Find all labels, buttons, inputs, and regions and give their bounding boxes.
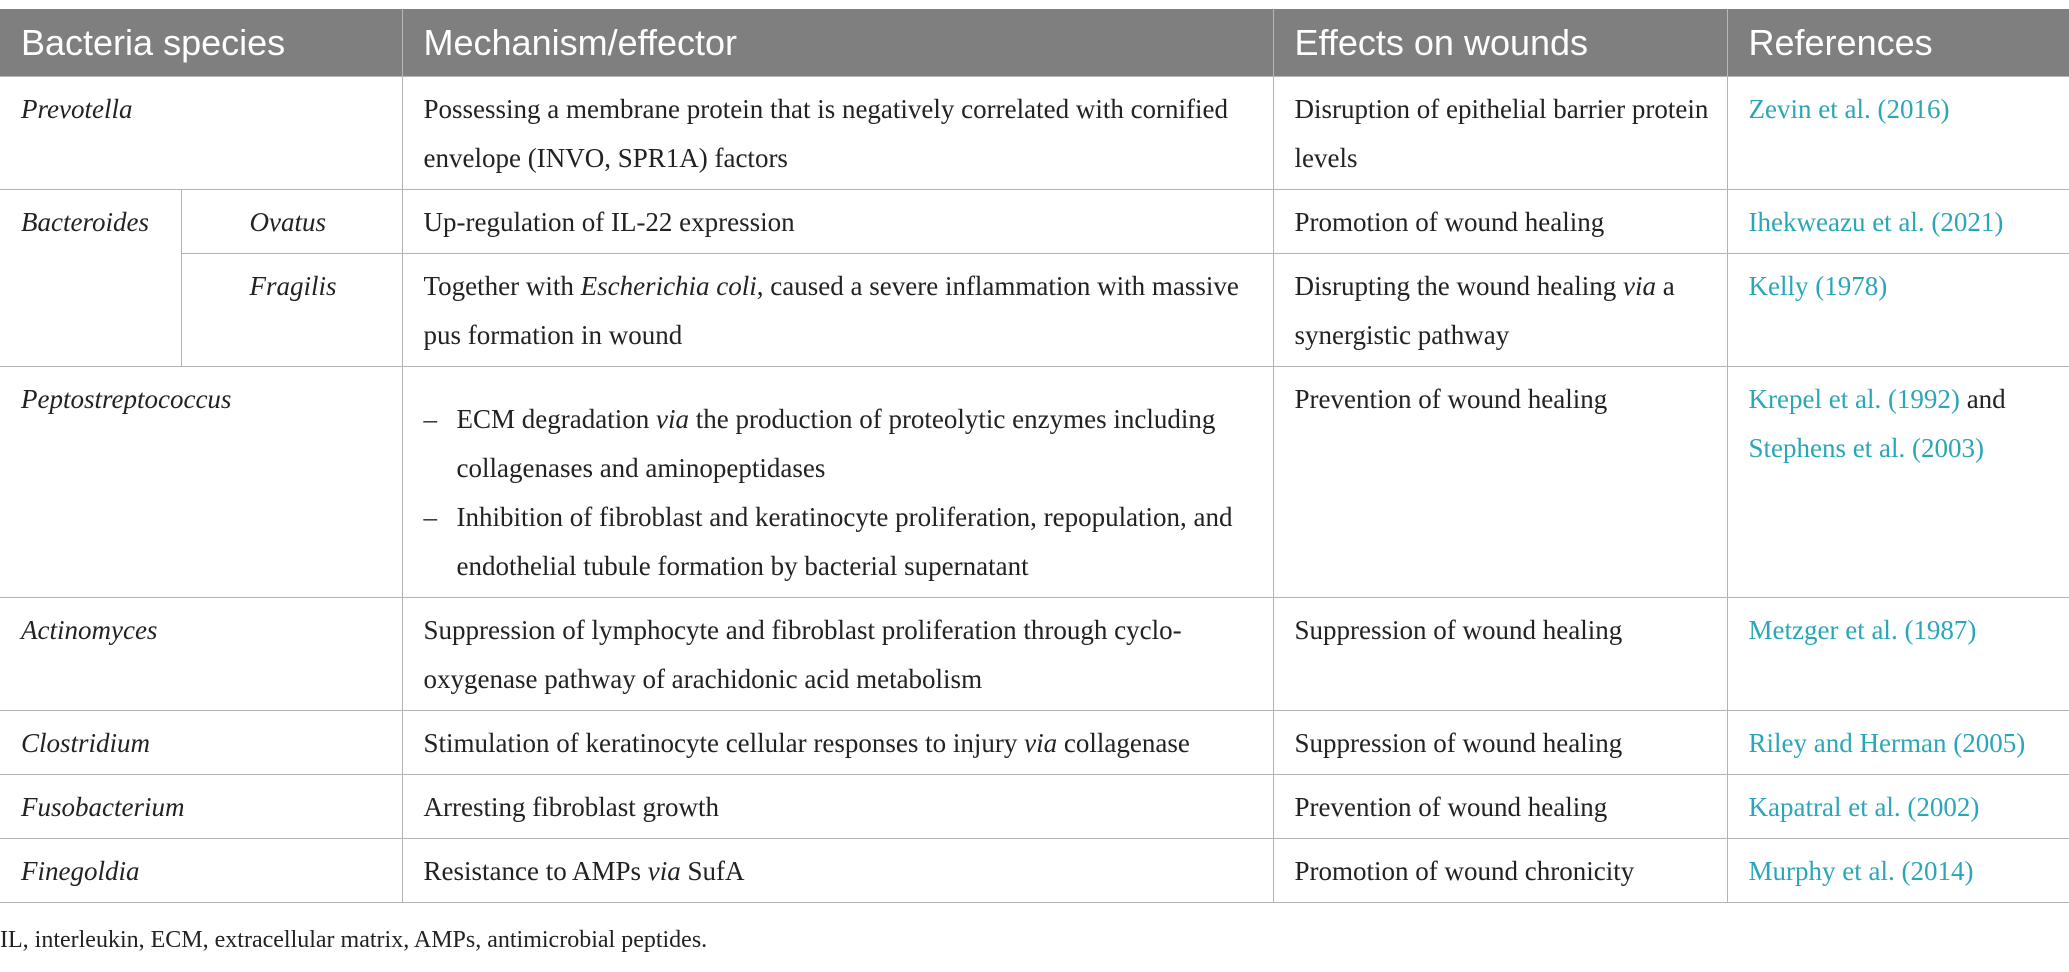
- reference-cell: [1727, 839, 2069, 903]
- effect-cell: Promotion of wound healing: [1273, 190, 1727, 254]
- reference-cell: [1727, 775, 2069, 839]
- reference-link[interactable]: Riley and Herman (2005): [1748, 728, 2026, 758]
- reference-link[interactable]: Krepel et al. (1992): [1748, 384, 1960, 414]
- text-span: via: [655, 404, 689, 434]
- table-row: [0, 190, 2069, 254]
- text-span: Inhibition of fibroblast and keratinocyte proliferation, repopulation, and endothelial tubule formation by bacterial supernatant: [456, 502, 1233, 581]
- table-row: [0, 77, 2069, 190]
- header-mechanism: Mechanism/effector: [402, 9, 1273, 77]
- text-span: a synergistic pathway: [1294, 271, 1675, 350]
- table-row: [0, 254, 2069, 367]
- effect-cell: Disruption of epithelial barrier protein levels: [1273, 77, 1727, 190]
- text-span: Stimulation of keratinocyte cellular responses to injury: [423, 728, 1025, 758]
- species-cell: Peptostreptococcus: [0, 367, 402, 598]
- mechanism-cell: Arresting fibroblast growth: [402, 775, 1273, 839]
- reference-link[interactable]: Stephens et al. (2003): [1748, 433, 1984, 463]
- mechanism-list: [424, 395, 1263, 591]
- species-cell: Actinomyces: [0, 598, 402, 711]
- text-span: the production of proteolytic enzymes including collagenases and aminopeptidases: [456, 404, 1216, 483]
- species-cell: Clostridium: [0, 711, 402, 775]
- effect-cell: Suppression of wound healing: [1273, 598, 1727, 711]
- reference-cell: [1727, 598, 2069, 711]
- reference-link[interactable]: Murphy et al. (2014): [1748, 856, 1974, 886]
- reference-link[interactable]: Metzger et al. (1987): [1748, 615, 1977, 645]
- text-span: via: [1024, 728, 1058, 758]
- reference-cell: [1727, 254, 2069, 367]
- table-row: [0, 367, 2069, 598]
- species-cell: Fragilis: [181, 254, 402, 367]
- dash-bullet: –: [423, 502, 438, 532]
- bacteria-wound-table: [0, 9, 2069, 903]
- text-span: Together with: [423, 271, 581, 301]
- text-span: collagenase: [1057, 728, 1190, 758]
- genus-cell: Bacteroides: [0, 190, 181, 367]
- species-cell: Ovatus: [181, 190, 402, 254]
- text-span: SufA: [680, 856, 745, 886]
- species-cell: Prevotella: [0, 77, 402, 190]
- table-row: [0, 839, 2069, 903]
- reference-link[interactable]: Zevin et al. (2016): [1748, 94, 1950, 124]
- mechanism-cell: [402, 839, 1273, 903]
- reference-cell: [1727, 190, 2069, 254]
- table-row: [0, 775, 2069, 839]
- dash-bullet: –: [423, 404, 438, 434]
- effect-cell: Prevention of wound healing: [1273, 775, 1727, 839]
- header-row: [0, 9, 2069, 77]
- effect-cell: Suppression of wound healing: [1273, 711, 1727, 775]
- text-span: via: [647, 856, 681, 886]
- mechanism-cell: [402, 254, 1273, 367]
- reference-link[interactable]: Kelly (1978): [1748, 271, 1888, 301]
- header-references: References: [1727, 9, 2069, 77]
- text-span: and: [1959, 384, 2006, 414]
- text-span: Escherichia coli: [580, 271, 757, 301]
- header-species: Bacteria species: [0, 9, 402, 77]
- effect-cell: Prevention of wound healing: [1273, 367, 1727, 598]
- mechanism-cell: [402, 367, 1273, 598]
- reference-cell: [1727, 367, 2069, 598]
- list-item: [424, 395, 1263, 493]
- list-item: [424, 493, 1263, 591]
- table-footnote: IL, interleukin, ECM, extracellular matrix, AMPs, antimicrobial peptides.: [0, 927, 708, 953]
- text-span: ECM degradation: [456, 404, 656, 434]
- reference-cell: [1727, 77, 2069, 190]
- text-span: via: [1622, 271, 1656, 301]
- effect-cell: [1273, 254, 1727, 367]
- mechanism-cell: Suppression of lymphocyte and fibroblast proliferation through cyclo-oxygenase pathway of arachidonic acid metabolism: [402, 598, 1273, 711]
- mechanism-cell: Possessing a membrane protein that is negatively correlated with cornified envelope (INVO, SPR1A) factors: [402, 77, 1273, 190]
- table-row: [0, 598, 2069, 711]
- table-row: [0, 711, 2069, 775]
- species-cell: Fusobacterium: [0, 775, 402, 839]
- header-effects: Effects on wounds: [1273, 9, 1727, 77]
- mechanism-cell: [402, 711, 1273, 775]
- species-cell: Finegoldia: [0, 839, 402, 903]
- reference-cell: [1727, 711, 2069, 775]
- effect-cell: Promotion of wound chronicity: [1273, 839, 1727, 903]
- text-span: Disrupting the wound healing: [1294, 271, 1623, 301]
- text-span: , caused a severe inflammation with massive pus formation in wound: [423, 271, 1239, 350]
- mechanism-cell: Up-regulation of IL-22 expression: [402, 190, 1273, 254]
- reference-link[interactable]: Ihekweazu et al. (2021): [1748, 207, 2004, 237]
- text-span: Resistance to AMPs: [423, 856, 648, 886]
- reference-link[interactable]: Kapatral et al. (2002): [1748, 792, 1980, 822]
